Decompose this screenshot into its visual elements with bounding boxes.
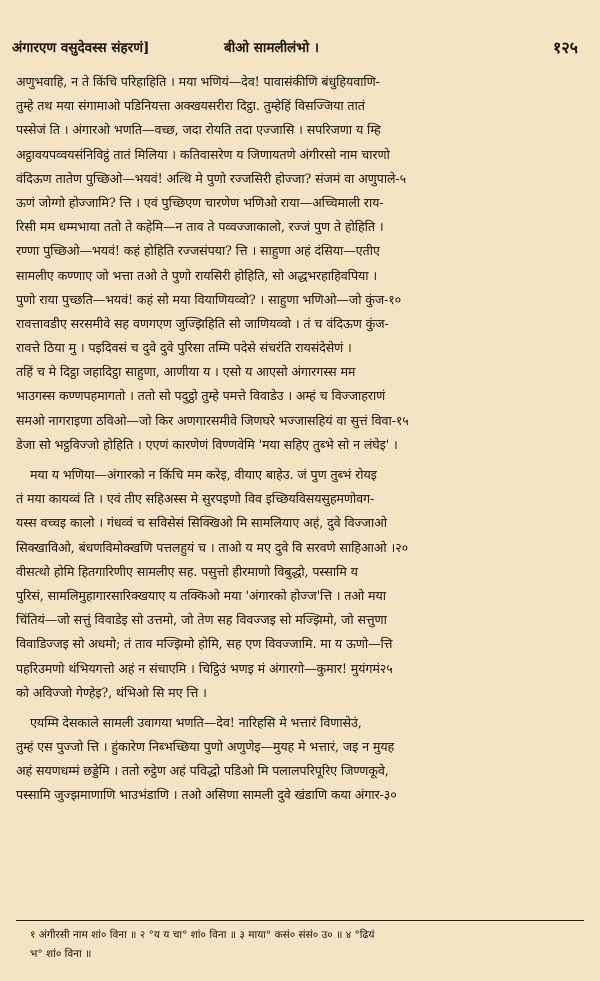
text-line: रण्णा पुच्छिओ—भयवं! कहं होहिति रज्जसंपया? त्ति । साहुणा अहं दंसिया—एतीए xyxy=(16,243,380,259)
header-chapter-title: अंगारएण वसुदेवस्स संहरणं] xyxy=(12,40,150,56)
text-line: सिक्खाविओ, बंधणविमोक्खणि पत्तलहुयं च । ताओ य मए दुवे वि सरवणे साहिआओ ।२० xyxy=(16,539,409,555)
text-line: यस्स वच्चइ कालो । गंधव्वं च सविसेसं सिक्खिओ मि सामलियाए अहं, दुवे विज्जाओ xyxy=(16,515,387,531)
text-line: एयम्मि देसकाले सामली उवागया भणति—देव! नारिहसि मे भत्तारं विणासेउं, xyxy=(30,714,362,730)
text-line: तुम्हे तथ मया संगामाओ पडिनियत्ता अक्खयसरीरा दिट्ठा. तुम्हेहिं विसज्जिया तातं xyxy=(16,98,365,114)
text-line: रिसी मम धम्मभाया ततो ते कहेमि—न ताव ते पव्वज्जाकालो, रज्जं पुण ते होहिति । xyxy=(16,219,384,235)
text-line: तहिं च मे दिट्ठा जहादिट्ठा साहुणा, आणीया य । एसो य आएसो अंगारगस्स मम xyxy=(16,364,356,380)
text-line: को अविज्जो गेण्हेइ?, थंभिओ सि मए त्ति । xyxy=(16,684,207,700)
text-line: पुणो राया पुच्छति—भयवं! कहं सो मया वियाणियव्वो? । साहुणा भणिओ—जो कुंज-१० xyxy=(16,291,402,307)
text-line: मया य भणिया—अंगारको न किंचि मम करेइ, वीयाए बाहेउ. जं पुण तुब्भं रोयइ xyxy=(30,467,377,482)
text-line: विवाडिज्जइ सो अधमो; तं ताव मज्झिमो होमि, सह एण विवज्जामि. मा य ऊणो—त्ति xyxy=(16,636,393,652)
text-line: तुम्हं एस पुज्जो त्ति । हुंकारेण निब्भच्छिया पुणो अणुणेइ—मुयह मे भत्तारं, जइ न मुयह xyxy=(16,739,395,755)
text-line: रावत्ते ठिया मु । पइदिवसं च दुवे दुवे पुरिसा तम्मि पदेसे संचरंति रायसंदेसेणं । xyxy=(16,340,352,356)
footnote-divider xyxy=(16,920,584,921)
main-text xyxy=(16,70,586,808)
text-line: पस्सेजं ति । अंगारओ भणति—वच्छ, जदा रोयति तदा एज्जासि । सपरिजणा य म्हि xyxy=(16,122,381,138)
text-line: डेजा सो भट्ठविज्जो होहिति । एएणं कारणेणं विण्णवेमि 'मया सहिए तुब्भे सो न लंघेइ' । xyxy=(16,436,398,452)
footnotes xyxy=(30,926,584,964)
text-line: भाउगस्स कण्णपहमागतो । ततो सो पदुट्ठो तुम्हे पमत्ते विवाडेउ । अम्हं च विज्जाहराणं xyxy=(16,388,386,404)
text-line: पुरिसं, सामलिमुहागारसारिक्खयाए य तक्किओ मया 'अंगारको होज्ज'त्ति । तओ मया xyxy=(16,587,386,603)
text-line: सामलीए कण्णाए जो भत्ता तओ ते पुणो रायसिरी होहिति, सो अद्धभरहाहिवपिया । xyxy=(16,267,378,283)
running-header xyxy=(12,36,578,60)
text-line: वंदिऊण तातेण पुच्छिओ—भयवं! अत्थि मे पुणो रज्जसिरी होज्जा? संजमं वा अणुपाले-५ xyxy=(16,170,407,186)
text-line: चिंतियं—जो सत्तुं विवाडेइ सो उत्तमो, जो तेण सह विवज्जइ सो मज्झिमो, जो सत्तुणा xyxy=(16,612,387,628)
text-line: अहं सयणधम्मं छड्डेमि । ततो रुट्ठेण अहं पविद्धो पडिओ मि पलालपरिपूरिए जिण्णकूवे, xyxy=(16,763,389,779)
text-line: अट्ठावयपव्वयसंनिविट्ठं तातं मिलिया । कतिवासरेण य जिणायतणे अंगीरसो नाम चारणो xyxy=(16,146,390,162)
page-number: १२५ xyxy=(553,38,578,57)
text-line: रावत्तावडीए सरसमीवे सह वणगएण जुज्झिहिति सो जाणियव्वो । तं च वंदिऊण कुंज- xyxy=(16,315,389,331)
text-line: पस्सामि जुज्झमाणाणि भाउभंडाणि । तओ असिणा सामली दुवे खंडाणि कया अंगार-३० xyxy=(16,787,397,803)
text-line: ऊणं जोग्गो होज्जामि? त्ति । एवं पुच्छिएण चारणेण भणिओ राया—अच्चिमाली राय- xyxy=(16,194,384,210)
text-line: अणुभवाहि, न ते किंचि परिहाहिति । मया भणियं—देव! पावासंकीणि बंधुहियवाणि- xyxy=(16,74,380,89)
footnote-line: १ अंगीरसी नाम शां० विना ॥ २ °य य चा° शां० विना ॥ ३ माया° कसं० संसं० उ० ॥ ४ °ढियं xyxy=(30,929,375,941)
text-line: तं मया कायव्वं ति । एवं तीए सहिअस्स मे सुरपइणो विव इच्छियविसयसुहमणोवग- xyxy=(16,491,375,507)
text-line: वीसत्थो होमि हितगारिणीए सामलीए सह. पसुत्तो हीरमाणो विबुद्धो, पस्सामि य xyxy=(16,563,358,579)
header-section-title: बीओ सामलीलंभो । xyxy=(224,40,320,56)
text-line: पहरिउमणो थंभियगत्तो अहं न संचाएमि । चिट्ठिउं भणइ मं अंगारगो—कुमार! मुयंगमं२५ xyxy=(16,660,393,676)
footnote-line: भ° शां० विना ॥ xyxy=(30,948,92,960)
text-line: समओ नागराइणा ठविओ—जो किर अणगारसमीवे जिणघरे भज्जासहियं वा सुत्तं विवा-१५ xyxy=(16,412,409,428)
